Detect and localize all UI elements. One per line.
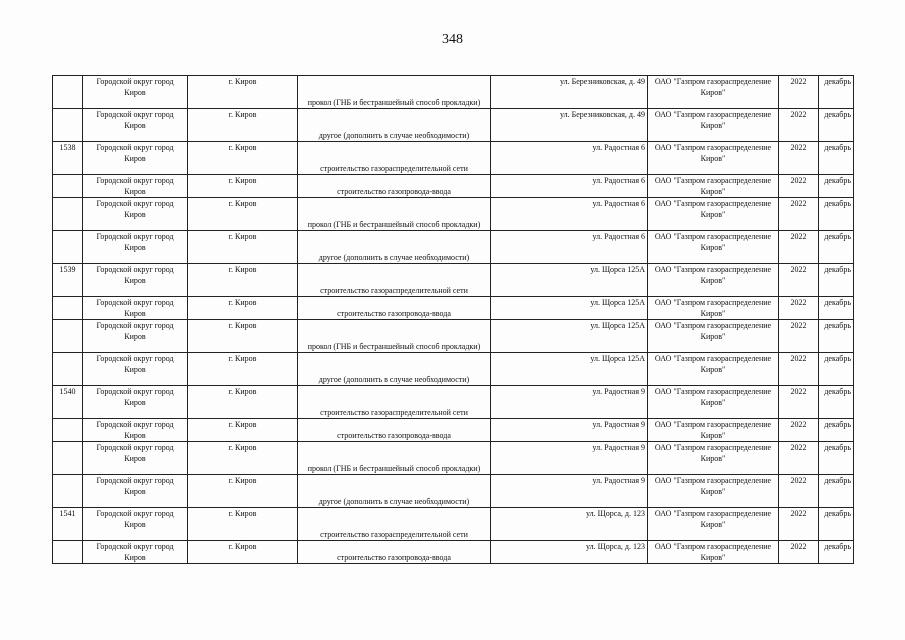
month-cell: декабрь	[819, 142, 854, 175]
year-cell: 2022	[779, 320, 819, 353]
table-row	[53, 142, 854, 175]
work-type-text: строительство газопровода-ввода	[337, 309, 451, 318]
table-row	[53, 541, 854, 564]
district-cell: Городской округ город Киров	[83, 475, 188, 508]
row-number	[53, 109, 83, 142]
table-row	[53, 198, 854, 231]
address-cell: ул. Щорса 125А	[491, 353, 648, 386]
organization-cell: ОАО "Газпром газораспределение Киров"	[648, 175, 779, 198]
row-number: 1540	[53, 386, 83, 419]
city-cell: г. Киров	[188, 386, 298, 419]
district-cell: Городской округ город Киров	[83, 76, 188, 109]
row-number: 1538	[53, 142, 83, 175]
row-number	[53, 320, 83, 353]
month-cell: декабрь	[819, 231, 854, 264]
address-cell: ул. Радостная 6	[491, 142, 648, 175]
city-cell: г. Киров	[188, 297, 298, 320]
row-number	[53, 198, 83, 231]
work-type-cell	[298, 76, 491, 109]
row-number	[53, 175, 83, 198]
table-row	[53, 109, 854, 142]
work-type-text: прокол (ГНБ и бестраншейный способ прокладки)	[307, 98, 481, 107]
table-row	[53, 297, 854, 320]
table-row	[53, 419, 854, 442]
work-type-cell	[298, 142, 491, 175]
city-cell: г. Киров	[188, 475, 298, 508]
district-cell: Городской округ город Киров	[83, 297, 188, 320]
district-cell: Городской округ город Киров	[83, 264, 188, 297]
organization-cell: ОАО "Газпром газораспределение Киров"	[648, 508, 779, 541]
year-cell: 2022	[779, 231, 819, 264]
month-cell: декабрь	[819, 541, 854, 564]
district-cell: Городской округ город Киров	[83, 419, 188, 442]
address-cell: ул. Радостная 6	[491, 175, 648, 198]
work-type-text: строительство газораспределительной сети	[320, 286, 468, 295]
district-cell: Городской округ город Киров	[83, 442, 188, 475]
month-cell: декабрь	[819, 76, 854, 109]
month-cell: декабрь	[819, 353, 854, 386]
page-number: 348	[442, 32, 463, 47]
address-cell: ул. Радостная 6	[491, 231, 648, 264]
year-cell: 2022	[779, 142, 819, 175]
organization-cell: ОАО "Газпром газораспределение Киров"	[648, 297, 779, 320]
address-cell: ул. Щорса 125А	[491, 264, 648, 297]
address-cell: ул. Щорса, д. 123	[491, 508, 648, 541]
work-type-text: строительство газораспределительной сети	[320, 164, 468, 173]
work-type-text: прокол (ГНБ и бестраншейный способ прокладки)	[307, 342, 481, 351]
year-cell: 2022	[779, 419, 819, 442]
work-type-cell	[298, 109, 491, 142]
district-cell: Городской округ город Киров	[83, 109, 188, 142]
work-type-text: другое (дополнить в случае необходимости)	[318, 131, 470, 140]
table-row	[53, 264, 854, 297]
row-number: 1541	[53, 508, 83, 541]
table-row	[53, 320, 854, 353]
work-type-cell	[298, 541, 491, 564]
organization-cell: ОАО "Газпром газораспределение Киров"	[648, 541, 779, 564]
month-cell: декабрь	[819, 320, 854, 353]
organization-cell: ОАО "Газпром газораспределение Киров"	[648, 386, 779, 419]
address-cell: ул. Радостная 9	[491, 475, 648, 508]
city-cell: г. Киров	[188, 508, 298, 541]
work-type-cell	[298, 353, 491, 386]
city-cell: г. Киров	[188, 353, 298, 386]
district-cell: Городской округ город Киров	[83, 353, 188, 386]
table-row	[53, 231, 854, 264]
month-cell: декабрь	[819, 175, 854, 198]
work-type-cell	[298, 198, 491, 231]
address-cell: ул. Радостная 6	[491, 198, 648, 231]
row-number	[53, 76, 83, 109]
organization-cell: ОАО "Газпром газораспределение Киров"	[648, 419, 779, 442]
district-cell: Городской округ город Киров	[83, 198, 188, 231]
organization-cell: ОАО "Газпром газораспределение Киров"	[648, 442, 779, 475]
month-cell: декабрь	[819, 442, 854, 475]
address-cell: ул. Радостная 9	[491, 386, 648, 419]
district-cell: Городской округ город Киров	[83, 508, 188, 541]
organization-cell: ОАО "Газпром газораспределение Киров"	[648, 142, 779, 175]
work-type-text: прокол (ГНБ и бестраншейный способ прокладки)	[307, 220, 481, 229]
address-cell: ул. Радостная 9	[491, 419, 648, 442]
address-cell: ул. Березниковская, д. 49	[491, 76, 648, 109]
table-row	[53, 386, 854, 419]
row-number	[53, 353, 83, 386]
work-type-text: другое (дополнить в случае необходимости)	[318, 497, 470, 506]
work-type-cell	[298, 442, 491, 475]
row-number	[53, 419, 83, 442]
district-cell: Городской округ город Киров	[83, 175, 188, 198]
work-type-cell	[298, 475, 491, 508]
register-table	[52, 75, 854, 564]
month-cell: декабрь	[819, 508, 854, 541]
table-row	[53, 442, 854, 475]
organization-cell: ОАО "Газпром газораспределение Киров"	[648, 475, 779, 508]
address-cell: ул. Щорса 125А	[491, 297, 648, 320]
work-type-cell	[298, 419, 491, 442]
month-cell: декабрь	[819, 297, 854, 320]
work-type-cell	[298, 320, 491, 353]
year-cell: 2022	[779, 76, 819, 109]
year-cell: 2022	[779, 475, 819, 508]
year-cell: 2022	[779, 353, 819, 386]
work-type-cell	[298, 386, 491, 419]
work-type-cell	[298, 264, 491, 297]
city-cell: г. Киров	[188, 419, 298, 442]
row-number: 1539	[53, 264, 83, 297]
city-cell: г. Киров	[188, 76, 298, 109]
work-type-text: строительство газопровода-ввода	[337, 431, 451, 440]
city-cell: г. Киров	[188, 264, 298, 297]
work-type-text: строительство газопровода-ввода	[337, 553, 451, 562]
year-cell: 2022	[779, 508, 819, 541]
organization-cell: ОАО "Газпром газораспределение Киров"	[648, 320, 779, 353]
city-cell: г. Киров	[188, 231, 298, 264]
district-cell: Городской округ город Киров	[83, 320, 188, 353]
table-row	[53, 175, 854, 198]
city-cell: г. Киров	[188, 175, 298, 198]
address-cell: ул. Щорса 125А	[491, 320, 648, 353]
month-cell: декабрь	[819, 386, 854, 419]
year-cell: 2022	[779, 541, 819, 564]
work-type-text: другое (дополнить в случае необходимости)	[318, 375, 470, 384]
work-type-cell	[298, 175, 491, 198]
city-cell: г. Киров	[188, 198, 298, 231]
work-type-cell	[298, 231, 491, 264]
work-type-cell	[298, 508, 491, 541]
month-cell: декабрь	[819, 264, 854, 297]
work-type-text: другое (дополнить в случае необходимости)	[318, 253, 470, 262]
year-cell: 2022	[779, 109, 819, 142]
work-type-text: строительство газораспределительной сети	[320, 408, 468, 417]
row-number	[53, 541, 83, 564]
organization-cell: ОАО "Газпром газораспределение Киров"	[648, 231, 779, 264]
month-cell: декабрь	[819, 109, 854, 142]
row-number	[53, 231, 83, 264]
address-cell: ул. Радостная 9	[491, 442, 648, 475]
organization-cell: ОАО "Газпром газораспределение Киров"	[648, 264, 779, 297]
year-cell: 2022	[779, 386, 819, 419]
address-cell: ул. Щорса, д. 123	[491, 541, 648, 564]
year-cell: 2022	[779, 175, 819, 198]
district-cell: Городской округ город Киров	[83, 142, 188, 175]
table-row	[53, 353, 854, 386]
year-cell: 2022	[779, 264, 819, 297]
work-type-cell	[298, 297, 491, 320]
row-number	[53, 475, 83, 508]
work-type-text: строительство газопровода-ввода	[337, 187, 451, 196]
city-cell: г. Киров	[188, 320, 298, 353]
table-row	[53, 76, 854, 109]
work-type-text: прокол (ГНБ и бестраншейный способ прокладки)	[307, 464, 481, 473]
address-cell: ул. Березниковская, д. 49	[491, 109, 648, 142]
city-cell: г. Киров	[188, 142, 298, 175]
city-cell: г. Киров	[188, 541, 298, 564]
organization-cell: ОАО "Газпром газораспределение Киров"	[648, 76, 779, 109]
month-cell: декабрь	[819, 419, 854, 442]
city-cell: г. Киров	[188, 442, 298, 475]
row-number	[53, 442, 83, 475]
year-cell: 2022	[779, 442, 819, 475]
table-row	[53, 508, 854, 541]
organization-cell: ОАО "Газпром газораспределение Киров"	[648, 198, 779, 231]
district-cell: Городской округ город Киров	[83, 231, 188, 264]
organization-cell: ОАО "Газпром газораспределение Киров"	[648, 109, 779, 142]
year-cell: 2022	[779, 198, 819, 231]
work-type-text: строительство газораспределительной сети	[320, 530, 468, 539]
city-cell: г. Киров	[188, 109, 298, 142]
row-number	[53, 297, 83, 320]
district-cell: Городской округ город Киров	[83, 541, 188, 564]
district-cell: Городской округ город Киров	[83, 386, 188, 419]
month-cell: декабрь	[819, 198, 854, 231]
table-row	[53, 475, 854, 508]
organization-cell: ОАО "Газпром газораспределение Киров"	[648, 353, 779, 386]
month-cell: декабрь	[819, 475, 854, 508]
year-cell: 2022	[779, 297, 819, 320]
